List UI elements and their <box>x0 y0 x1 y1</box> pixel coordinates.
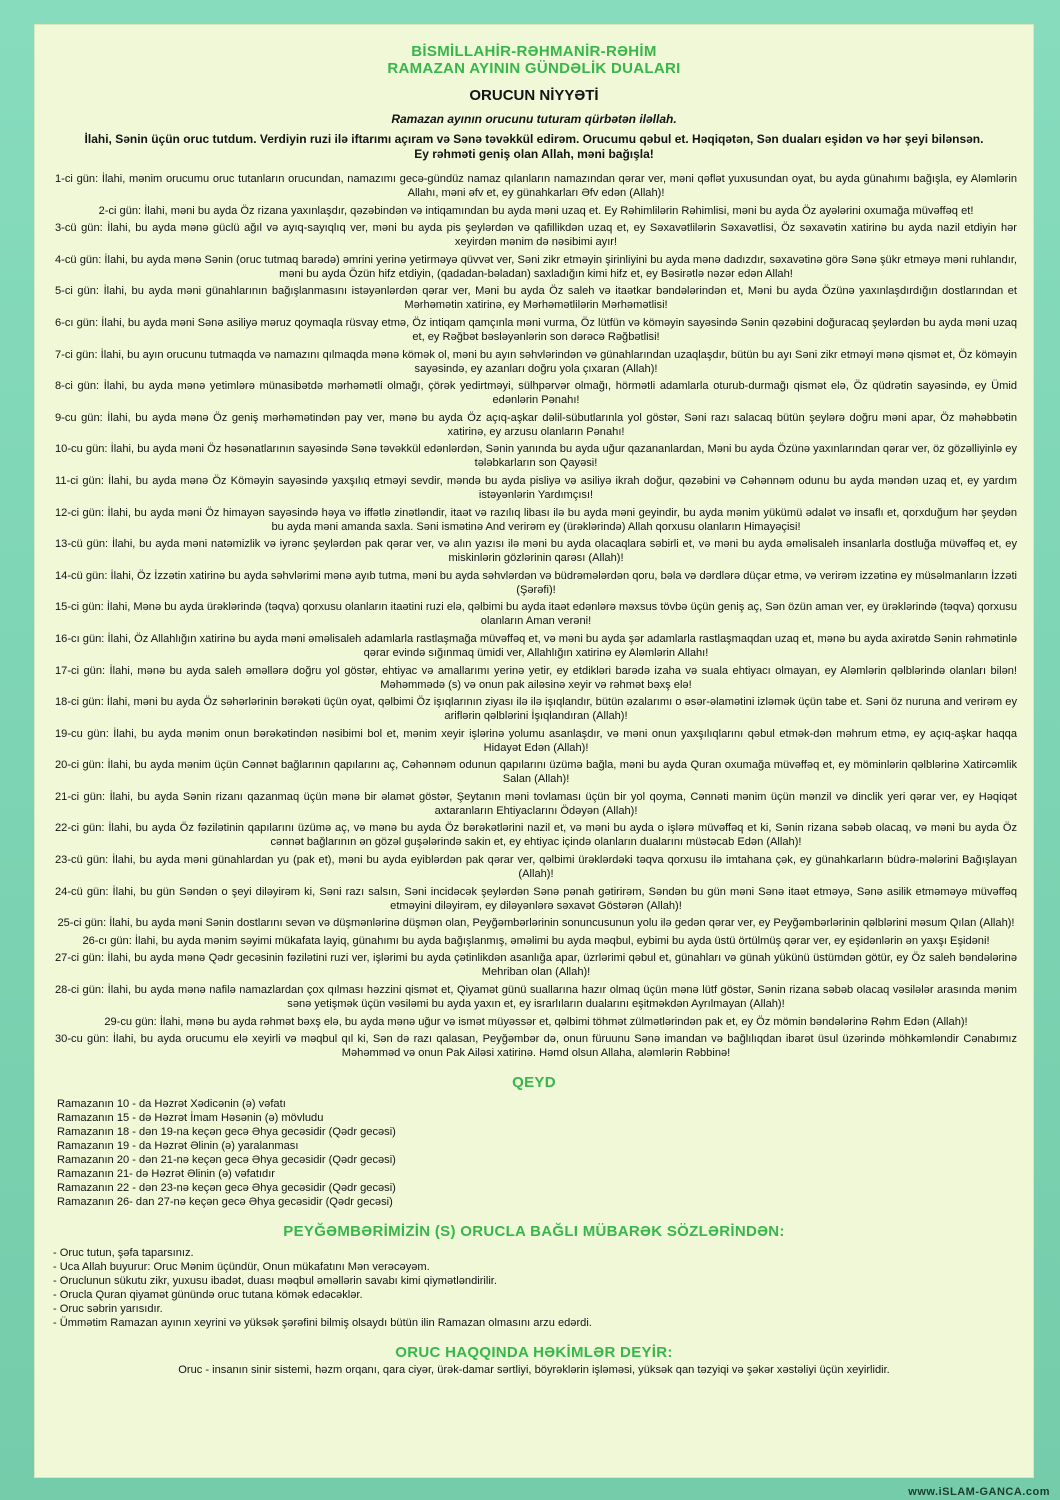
day-prayer: 2-ci gün: İlahi, məni bu ayda Öz rizana yaxınlaşdır, qəzəbindən və intiqamından bu ayda məni uzaq et. Ey Rəhimlilərin Rəhimlisi, məni bu ayda Öz ayələrini oxumağa müvəffəq et! <box>98 204 974 217</box>
day-prayer: 3-cü gün: İlahi, bu ayda mənə güclü ağıl və ayıq-sayıqlıq ver, məni bu ayda pis şeylərdən və qafillikdən uzaq et, ey Səxavətlilərin Səxavətlisi, Öz səxavətin xatirinə bu ayda nazil etdiyin hər xeyirdən mənim də nəsibimi ayır! <box>55 222 1017 249</box>
qeyd-item: Ramazanın 15 - də Həzrət İmam Həsənin (ə) mövludu <box>57 1112 324 1125</box>
day-prayer: 19-cu gün: İlahi, bu ayda mənim onun bərəkətindən nəsibimi bol et, mənim xeyir işlərinə yolumu asanlaşdır, və məni onun yaxşılıqlarını qəbul etmək-dən məhrum etmə, ey açıq-aşkar haqqa Hidayət Edən (Allah)! <box>55 727 1017 754</box>
day-prayer: 26-cı gün: İlahi, bu ayda mənim səyimi mükafata layiq, günahımı bu ayda bağışlanmış, əməlimi bu ayda məqbul, eybimi bu ayda üstü örtülmüş qərar ver, ey eşidənlərin ən yaxşı Eşidəni! <box>82 934 990 947</box>
day-prayer: 9-cu gün: İlahi, bu ayda mənə Öz geniş mərhəmətindən pay ver, mənə bu ayda Öz açıq-aşkar dəlil-sübutlarınla yol göstər, Səni razı salacaq bütün şeylərə doğru məni apar, Öz məhəbbətin xatirinə, ey arzusu olanların Pənahı! <box>55 411 1017 438</box>
qeyd-item: Ramazanın 10 - da Həzrət Xədicənin (ə) vəfatı <box>57 1098 286 1111</box>
saying-item: - Ümmətim Ramazan ayının xeyrini və yüksək şərəfini bilmiş olsaydı bütün ilin Ramazan olmasını arzu edərdi. <box>53 1317 592 1330</box>
niyyet-title: ORUCUN NİYYƏTİ <box>469 87 599 104</box>
qeyd-item: Ramazanın 21- də Həzrət Əlinin (ə) vəfatıdır <box>57 1168 275 1181</box>
day-prayer: 1-ci gün: İlahi, mənim orucumu oruc tutanların orucundan, namazımı gecə-gündüz namaz qılanların namazından qərar ver, məni qəflət yuxusundan oyat, bu ayda günahımı bağışla, ey Aləmlərin Allahı, məni əfv et, ey günahkarları Əfv edən (Allah)! <box>55 173 1017 199</box>
qeyd-item: Ramazanın 26- dan 27-nə keçən gecə Əhya gecəsidir (Qədr gecəsi) <box>57 1196 393 1209</box>
saying-item: - Oruc səbrin yarısıdır. <box>53 1303 163 1316</box>
day-prayer: 8-ci gün: İlahi, bu ayda mənə yetimlərə münasibətdə mərhəmətli olmağı, çörək yedirtməyi, sülhpərvər olmağı, hörmətli adamlarla oturub-durmağı qismət elə, Öz qüdrətin sayəsində, ey Ümid edənlərin Pənahı! <box>55 380 1017 407</box>
sayings-list <box>51 1246 1017 1330</box>
qeyd-title: QEYD <box>512 1074 556 1092</box>
day-prayer: 4-cü gün: İlahi, bu ayda mənə Sənin (oruc tutmaq barədə) əmrini yerinə yetirməyə qüvvət ver, Səni zikr etməyin şirinliyini bu ayda mənə dadızdır, səxavətinə görə Sənə şükr etməyə məni ruhlandır, məni bu ayda Özün hifz etdiyin, (qadadan-bəladan) saxladığın kimi hifz et, ey Bəsirətlə nəzər edən Allah! <box>55 253 1017 280</box>
day-prayer: 5-ci gün: İlahi, bu ayda məni günahlarının bağışlanmasını istəyənlərdən qərar ver, Məni bu ayda Öz saleh və itaətkar bəndələrindən et, Məni bu ayda Özünə yaxınlaşdırdığın dostlarından et Mərhəmətin xatirinə, ey Mərhəmətlilərin Mərhəmətlisi! <box>55 285 1017 312</box>
bismillah-title: BİSMİLLAHİR-RƏHMANİR-RƏHİM <box>411 43 657 60</box>
day-prayer: 17-ci gün: İlahi, mənə bu ayda saleh əməllərə doğru yol göstər, ehtiyac və amallarımı yerinə yetir, ey etdikləri barədə izaha və suala ehtiyacı olmayan, ey Aləmlərin qəlblərində olanları bilən! Məhəmmədə (s) və onun pak ailəsinə xeyir və rəhmət bəxş elə! <box>55 664 1017 691</box>
niyyet-intent: Ramazan ayının orucunu tuturam qürbətən iləllah. <box>391 112 677 126</box>
day-prayer: 22-ci gün: İlahi, bu ayda Öz fəzilətinin qapılarını üzümə aç, və mənə bu ayda Öz bərəkətlərini nazil et, və məni bu ayda o işlərə müvəffəq et ki, Sənin rizana səbəb olacaq, və məni bu ayda Öz cənnət bağlarının ən gözəl guşələrində sakin et, ey ehtiyac içində olanların dualarını müstəcab Edən (Allah)! <box>55 822 1017 849</box>
day-prayer: 11-ci gün: İlahi, bu ayda mənə Öz Köməyin sayəsində yaxşılıq etməyi sevdir, məndə bu ayda pisliyə və asiliyə ikrah doğur, qəzəbini və Cəhənnəm odunu bu ayda məndən uzaq et, ey yardım istəyənlərin Yardımçısı! <box>55 474 1017 501</box>
qeyd-item: Ramazanın 19 - da Həzrət Əlinin (ə) yaralanması <box>57 1140 299 1153</box>
day-prayer: 18-ci gün: İlahi, məni bu ayda Öz səhərlərinin bərəkəti üçün oyat, qəlbimi Öz işıqlarının ziyası ilə ilə işıqlandır, bütün əzalarımı o əsər-əlamətini izləmək üçün tabe et. Səni öz nuruna and verirəm ey ariflərin qəlblərini İşıqlandıran (Allah)! <box>55 696 1017 723</box>
day-prayer: 27-ci gün: İlahi, bu ayda mənə Qədr gecəsinin fəzilətini ruzi ver, işlərimi bu ayda çətinlikdən asanlığa apar, üzrlərimi qəbul et, günahları və günah yükünü üstümdən götür, ey Öz saleh bəndələrinə Mehriban olan (Allah)! <box>55 952 1017 979</box>
saying-item: - Orucla Quran qiyamət günündə oruc tutana kömək edəcəklər. <box>53 1289 363 1302</box>
day-prayer: 28-ci gün: İlahi, bu ayda mənə nafilə namazlardan çox qılması həzzini qismət et, Qiyamət günü suallarına hazır olmaq üçün mənə lütf göstər, Sənin rizana səbəb olacaq vəsilələr arasında mənim sənə yetişmək üçün vəsiləmi bu ayda yaxın et, ey israrlıların dualarını eşitməkdən Ayrılmayan (Allah)! <box>55 984 1017 1011</box>
poster-panel <box>34 24 1034 1478</box>
day-prayer: 25-ci gün: İlahi, bu ayda məni Sənin dostlarını sevən və düşmənlərinə düşmən olan, Peyğəmbərlərinin sonuncusunun yolu ilə gedən qərar ver, ey Peyğəmbərlərinin qəlblərini məsum Qılan (Allah)! <box>57 917 1015 930</box>
day-prayer: 23-cü gün: İlahi, bu ayda məni günahlardan yu (pak et), məni bu ayda eyiblərdən pak qərar ver, qəlbimi ürəklərdəki təqva qorxusu ilə imtahana çək, ey günahkarların büdrə-mələrini Bağışlayan (Allah)! <box>55 854 1017 881</box>
day-prayer: 30-cu gün: İlahi, bu ayda orucumu elə xeyirli və məqbul qıl ki, Sən də razı qalasan, Peyğəmbər də, onun füruunu Sənə imandan və bağlılıqdan ibarət üsul üzərində möhkəmləndir Cənabımız Məhəmməd və onun Pak Ailəsi xatirinə. Həmd olsun Allaha, aləmlərin Rəbbinə! <box>55 1033 1017 1060</box>
saying-item: - Uca Allah buyurur: Oruc Mənim üçündür, Onun mükafatını Mən verəcəyəm. <box>53 1261 430 1274</box>
day-prayer: 6-cı gün: İlahi, bu ayda məni Sənə asiliyə məruz qoymaqla rüsvay etmə, Öz intiqam qamçınla məni vurma, Öz lütfün və köməyin sayəsində Sənin qəzəbini doğuracaq şeylərdən bu ayda məni uzaq et, ey Rəğbət bəsləyənlərin son dərəcə Rəğbətlisi! <box>55 316 1017 343</box>
qeyd-list <box>51 1097 1017 1209</box>
day-prayer: 12-ci gün: İlahi, bu ayda məni Öz himayən sayəsində həya və iffətlə zinətləndir, itaət və razılıq libası ilə bu ayda məni geyindir, bu ayda mənim yükümü ədalət və insaflı et, qorxduğum hər şeydən bu ayda məni amanda saxla. Səni ismətinə And verirəm ey (ürəklərində) Allah qorxusu olanların Himayəçisi! <box>55 506 1017 533</box>
saying-item: - Oruclunun sükutu zikr, yuxusu ibadət, duası məqbul əməllərin savabı kimi qiymətləndirilir. <box>53 1275 497 1288</box>
site-watermark: www.iSLAM-GANCA.com <box>908 1486 1050 1498</box>
poster-title: RAMAZAN AYININ GÜNDƏLİK DUALARI <box>387 60 681 77</box>
day-prayer: 7-ci gün: İlahi, bu ayın orucunu tutmaqda və namazını qılmaqda mənə kömək ol, məni bu ayın səhvlərindən və günahlarından uzaqlaşdır, bütün bu ayı Səni zikr etməyi mənə qismət et, Öz köməyin sayəsində, ey azanları doğru yola çıxaran (Allah)! <box>55 348 1017 375</box>
qeyd-item: Ramazanın 20 - dən 21-nə keçən gecə Əhya gecəsidir (Qədr gecəsi) <box>57 1154 396 1167</box>
day-prayer: 21-ci gün: İlahi, bu ayda Sənin rizanı qazanmaq üçün mənə bir əlamət göstər, Şeytanın məni tovlaması üçün bir yol qoyma, Cənnəti mənim üçün mənzil və dinclik yeri qərar ver, ey Həqiqət axtaranların Ehtiyaclarını Ödəyən (Allah)! <box>55 790 1017 817</box>
sayings-title: PEYĞƏMBƏRİMİZİN (S) ORUCLA BAĞLI MÜBARƏK SÖZLƏRİNDƏN: <box>283 1223 785 1241</box>
niyyet-prayer: İlahi, Sənin üçün oruc tutdum. Verdiyin ruzi ilə iftarımı açıram və Sənə təvəkkül edirəm. Orucumu qəbul et. Həqiqətən, Sən duaları eşidən və hər şeyi bilənsən. Ey rəhməti geniş olan Allah, məni bağışla! <box>84 132 984 161</box>
day-prayer: 24-cü gün: İlahi, bu gün Səndən o şeyi diləyirəm ki, Səni razı salsın, Səni incidəcək şeylərdən Sənə pənah gətirirəm, Səndən bu gün məni Sənə itaət etməyə, Sənə asilik etməməyə müvəffəq etməyini diləyirəm, ey diləyənlərə səxavət Göstərən (Allah)! <box>55 885 1017 912</box>
saying-item: - Oruc tutun, şəfa taparsınız. <box>53 1247 194 1260</box>
doctors-text: Oruc - insanın sinir sistemi, həzm orqanı, qara ciyər, ürək-damar sərtliyi, böyrəklərin işləməsi, yüksək qan təzyiqi və şəkər xəstəliyi üçün xeyirlidir. <box>178 1364 890 1377</box>
day-prayer: 13-cü gün: İlahi, bu ayda məni natəmizlik və iyrənc şeylərdən pak qərar ver, və alın yazısı ilə məni bu ayda olacaqlara səbirli et, və məni bu ayda əməlisaleh insanlarla dostluğa müvəffəq et, ey miskinlərin gözlərinin qarəsı (Allah)! <box>55 538 1017 565</box>
qeyd-item: Ramazanın 22 - dən 23-nə keçən gecə Əhya gecəsidir (Qədr gecəsi) <box>57 1182 396 1195</box>
day-prayer: 29-cu gün: İlahi, mənə bu ayda rəhmət bəxş elə, bu ayda mənə uğur və ismət müyəssər et, qəlbimi töhmət zülmətlərindən pak et, ey Öz mömin bəndələrinə Rəhm Edən (Allah)! <box>104 1015 968 1028</box>
day-prayer: 10-cu gün: İlahi, bu ayda məni Öz həsənatlarının sayəsində Sənə təvəkkül edənlərdən, Sənin yanında bu ayda uğur qazananlardan, Məni bu ayda Özünə yaxınlarından qərar ver, öz gözəlliyinlə ey tələbkarların son Qayəsi! <box>55 443 1017 470</box>
day-prayer: 16-cı gün: İlahi, Öz Allahlığın xatirinə bu ayda məni əməlisaleh adamlarla rastlaşmağa müvəffəq et, və məni bu ayda şər adamlarla rastlaşmaqdan uzaq et, mənə bu ayda axirətdə Sənin rəhmətinlə qərar evində sığınmaq ümidi ver, Allahlığın xatirinə ey Aləmlərin Allahı! <box>55 632 1017 659</box>
day-prayer: 20-ci gün: İlahi, bu ayda mənim üçün Cənnət bağlarının qapılarını aç, Cəhənnəm odunun qapılarını üzümə bağla, məni bu ayda Quran oxumağa müvəffəq et, ey möminlərin qəlblərinə Xatircəmlik Salan (Allah)! <box>55 759 1017 786</box>
day-prayer: 15-ci gün: İlahi, Mənə bu ayda ürəklərində (təqva) qorxusu olanların itaətini ruzi elə, qəlbimi bu ayda itaət edənlərə məxsus tövbə üçün geniş aç, Sən özün aman ver, ey ürəklərində (təqva) qorxusu olanların Aman verəni! <box>55 601 1017 628</box>
qeyd-item: Ramazanın 18 - dən 19-na keçən gecə Əhya gecəsidir (Qədr gecəsi) <box>57 1126 396 1139</box>
doctors-title: ORUC HAQQINDA HƏKİMLƏR DEYİR: <box>395 1344 673 1362</box>
day-prayer: 14-cü gün: İlahi, Öz İzzətin xatirinə bu ayda səhvlərimi mənə ayıb tutma, məni bu ayda səhvlərdən və büdrəmələrdən qoru, bəla və dərdlərə düçar etmə, və verirəm izzətinə ey müsəlmanların İzzəti (Şərəfi)! <box>55 569 1017 596</box>
daily-prayers-list <box>51 172 1017 1060</box>
